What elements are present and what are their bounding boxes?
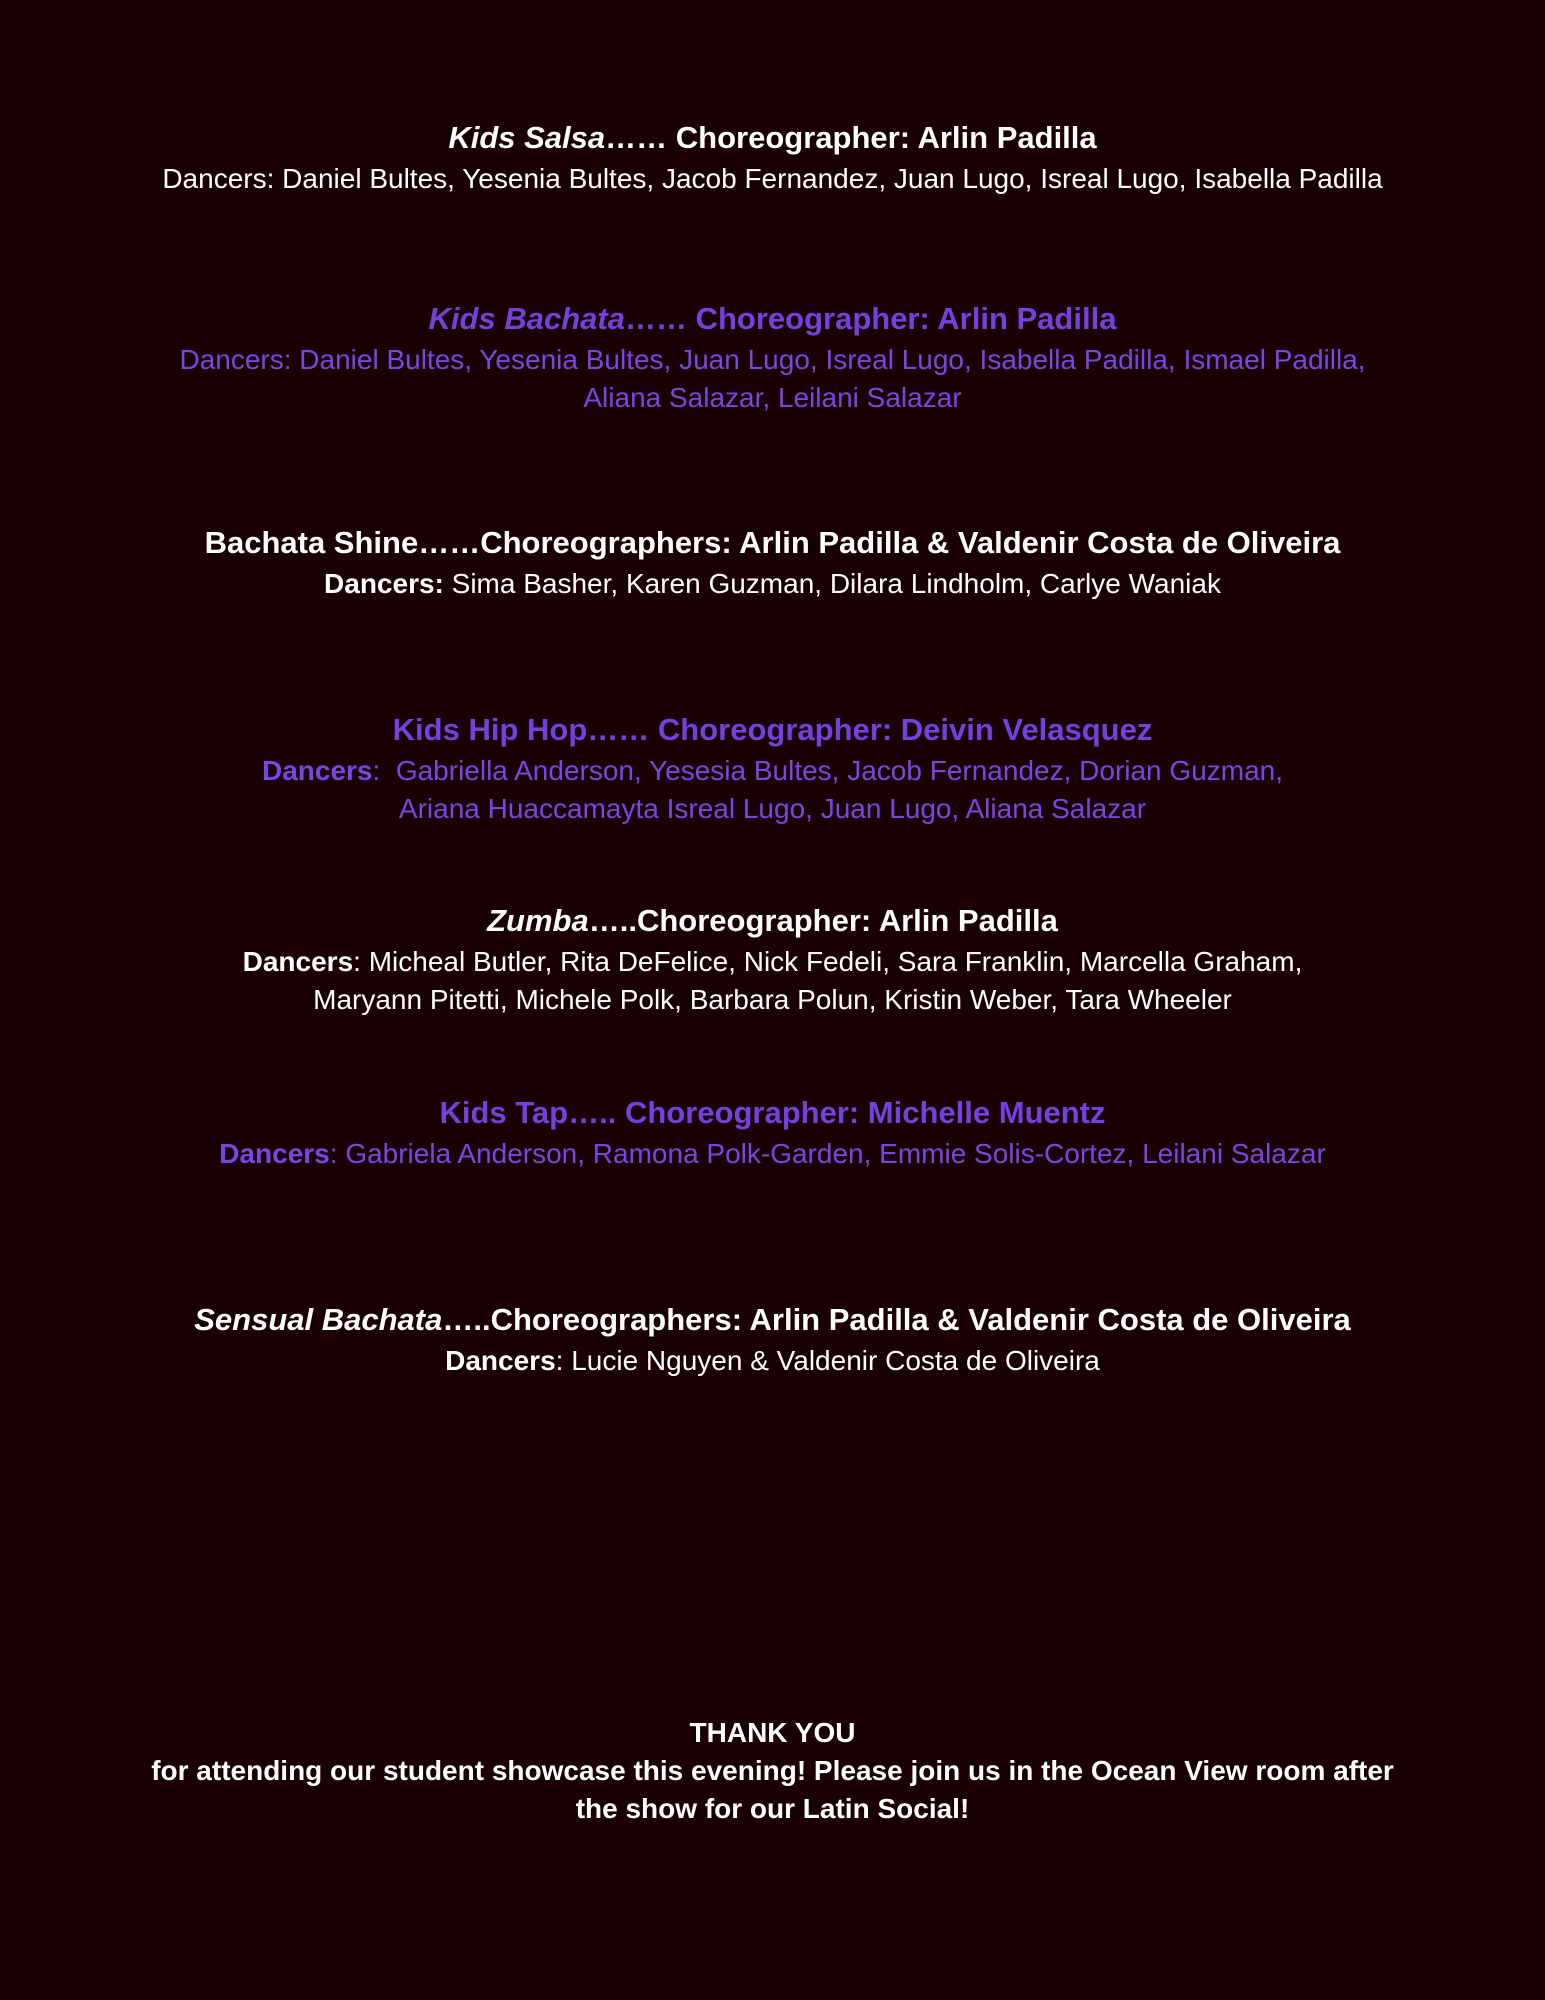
act-sensual-bachata [0, 1300, 1545, 1380]
dancers-label-suffix: : [329, 1138, 346, 1169]
dancers-line [0, 341, 1545, 379]
act-title [0, 1300, 1545, 1340]
act-separator: …… [587, 712, 658, 747]
act-name: Kids Bachata [428, 301, 625, 336]
act-dancers [0, 565, 1545, 603]
act-choreographer: Choreographer: Arlin Padilla [636, 903, 1058, 938]
act-bachata-shine [0, 523, 1545, 603]
act-choreographer: Choreographer: Arlin Padilla [695, 301, 1117, 336]
dancers-names: Gabriela Anderson, Ramona Polk-Garden, Emmie Solis-Cortez, Leilani Salazar [345, 1138, 1326, 1169]
dancers-label: Dancers [445, 1345, 556, 1376]
act-choreographer: Choreographer: Arlin Padilla [675, 120, 1097, 155]
dancers-line [0, 943, 1545, 981]
act-title [0, 901, 1545, 941]
act-title [0, 523, 1545, 563]
dancers-line: Aliana Salazar, Leilani Salazar [583, 382, 962, 413]
dancers-line [0, 565, 1545, 603]
dancers-label: Dancers: [324, 568, 444, 599]
act-title [0, 710, 1545, 750]
dancers-label: Dancers: [162, 163, 275, 194]
act-title [0, 118, 1545, 158]
dancers-label: Dancers [261, 755, 373, 786]
act-name: Kids Salsa [448, 120, 606, 155]
act-dancers [0, 943, 1545, 1019]
dancers-line [0, 1135, 1545, 1173]
dancers-names: Daniel Bultes, Yesenia Bultes, Jacob Fernandez, Juan Lugo, Isreal Lugo, Isabella Padilla [282, 163, 1383, 194]
act-kids-bachata [0, 299, 1545, 417]
act-name: Zumba [487, 903, 589, 938]
dancers-label: Dancers [219, 1138, 330, 1169]
thank-you-heading: THANK YOU [689, 1717, 856, 1748]
dancers-label: Dancers [242, 946, 354, 977]
act-dancers [0, 752, 1545, 828]
act-name: Kids Hip Hop [392, 712, 588, 747]
dancers-line [0, 1342, 1545, 1380]
act-name: Bachata Shine [204, 525, 419, 560]
dancers-line [0, 752, 1545, 790]
dancers-line [0, 160, 1545, 198]
dancers-names: Sima Basher, Karen Guzman, Dilara Lindholm, Carlye Waniak [451, 568, 1221, 599]
dancers-line: Ariana Huaccamayta Isreal Lugo, Juan Lugo, Aliana Salazar [398, 793, 1147, 824]
dancers-names: Gabriella Anderson, Yesesia Bultes, Jacob Fernandez, Dorian Guzman, [395, 755, 1284, 786]
act-dancers [0, 1342, 1545, 1380]
act-title [0, 1093, 1545, 1133]
thank-you-line: for attending our student showcase this evening! Please join us in the Ocean View room after [151, 1755, 1394, 1786]
act-zumba [0, 901, 1545, 1019]
act-choreographer: Choreographers: Arlin Padilla & Valdenir Costa de Oliveira [490, 1302, 1351, 1337]
act-choreographer: Choreographer: Deivin Velasquez [657, 712, 1153, 747]
act-choreographer: Choreographers: Arlin Padilla & Valdenir Costa de Oliveira [480, 525, 1341, 560]
act-separator: ….. [442, 1302, 491, 1337]
thank-you-message [0, 1714, 1545, 1828]
act-choreographer: Choreographer: Michelle Muentz [624, 1095, 1106, 1130]
thank-you-line: the show for our Latin Social! [575, 1793, 970, 1824]
act-dancers [0, 341, 1545, 417]
dancers-names: Lucie Nguyen & Valdenir Costa de Oliveira [571, 1345, 1100, 1376]
dancers-names: Micheal Butler, Rita DeFelice, Nick Fedeli, Sara Franklin, Marcella Graham, [368, 946, 1303, 977]
act-dancers [0, 1135, 1545, 1173]
act-kids-salsa [0, 118, 1545, 198]
dancers-names: Daniel Bultes, Yesenia Bultes, Juan Lugo, Isreal Lugo, Isabella Padilla, Ismael Padilla, [299, 344, 1366, 375]
act-dancers [0, 160, 1545, 198]
act-separator: …… [418, 525, 481, 560]
dancers-label-suffix: : [353, 946, 369, 977]
act-separator: …… [605, 120, 676, 155]
dancers-line: Maryann Pitetti, Michele Polk, Barbara Polun, Kristin Weber, Tara Wheeler [313, 984, 1232, 1015]
dancers-label-suffix: : [555, 1345, 572, 1376]
act-title [0, 299, 1545, 339]
act-name: Kids Tap [439, 1095, 569, 1130]
act-kids-hip-hop [0, 710, 1545, 828]
act-kids-tap [0, 1093, 1545, 1173]
act-separator: …… [624, 301, 696, 336]
dancers-label-suffix: : [372, 755, 396, 786]
act-name: Sensual Bachata [194, 1302, 443, 1337]
dancers-label: Dancers: [179, 344, 292, 375]
act-separator: ….. [588, 903, 637, 938]
act-separator: ….. [568, 1095, 625, 1130]
